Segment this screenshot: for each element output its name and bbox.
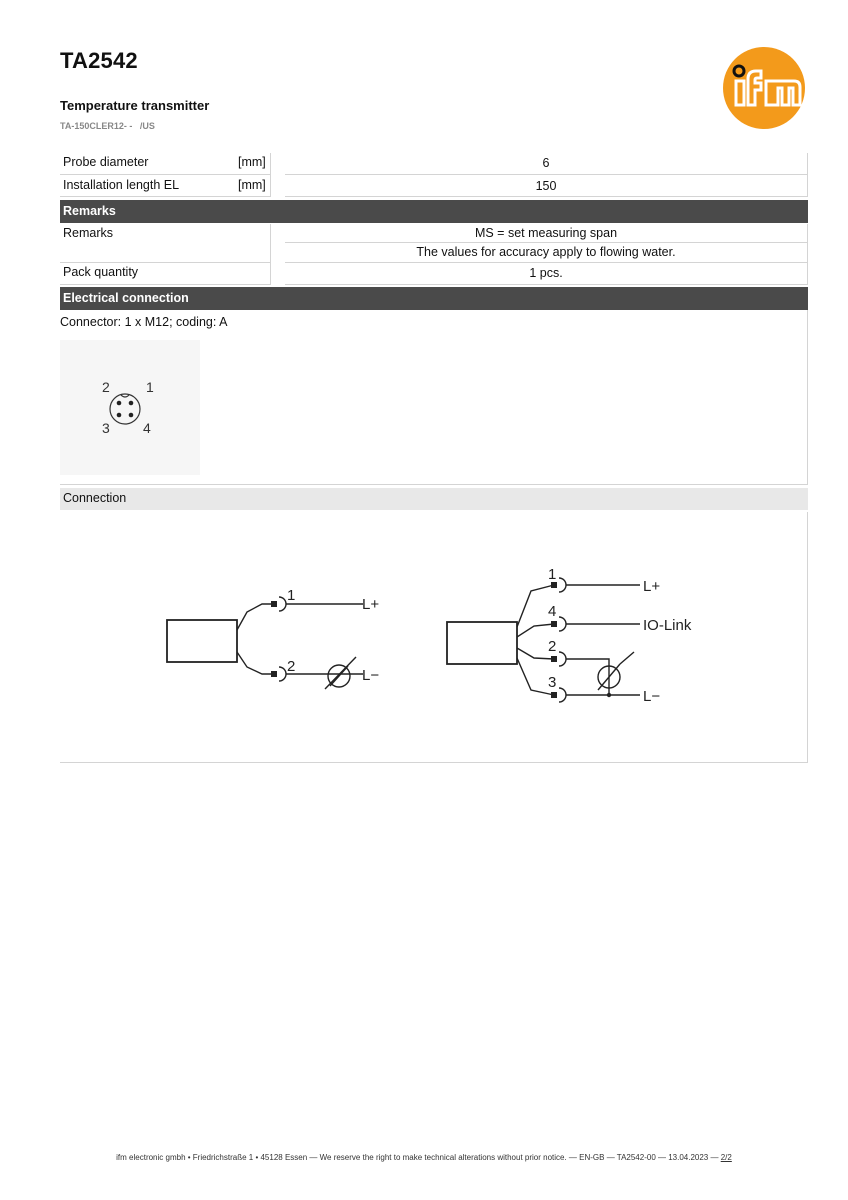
article-number: TA-150CLER12- - /US (60, 121, 155, 131)
connection-subheader: Connection (60, 488, 808, 510)
remarks-label: Remarks (63, 226, 114, 240)
pin-label: 2 (102, 379, 110, 395)
terminal-label: L+ (643, 578, 661, 595)
section-electrical: Electrical connection (60, 287, 808, 310)
footer-text: ifm electronic gmbh • Friedrichstraße 1 • 45128 Essen — We reserve the right to make technical alterations without prior notice. — EN-GB — TA2542-00 — 13.04.2023 — (116, 1153, 721, 1162)
connector-text: Connector: 1 x M12; coding: A (60, 315, 228, 329)
ifm-logo (723, 47, 805, 129)
pack-quantity-value: 1 pcs. (529, 266, 563, 280)
row-divider (60, 196, 270, 197)
pack-quantity-label: Pack quantity (63, 265, 139, 279)
spec-unit: [mm] (238, 178, 266, 192)
product-subtitle: Temperature transmitter (60, 98, 210, 113)
terminal-label: L− (362, 667, 380, 684)
row-divider (285, 174, 807, 175)
pin-number: 2 (287, 658, 296, 675)
remarks-value: The values for accuracy apply to flowing water. (416, 245, 676, 259)
row-divider (60, 284, 270, 285)
column-divider (807, 310, 808, 485)
row-divider (285, 196, 807, 197)
pin-number: 3 (548, 674, 557, 691)
terminal-label: IO-Link (643, 617, 692, 634)
product-title: TA2542 (60, 48, 138, 73)
pin-number: 4 (548, 603, 557, 620)
spec-value: 6 (542, 156, 550, 170)
column-divider (807, 512, 808, 762)
pin-label: 4 (143, 420, 151, 436)
section-divider (60, 762, 808, 763)
column-divider (270, 224, 271, 285)
section-remarks: Remarks (60, 200, 808, 223)
connector-pinout (60, 340, 200, 475)
pin-number: 2 (548, 638, 557, 655)
pin-number: 1 (287, 587, 296, 604)
pin-label: 1 (146, 379, 154, 395)
page-footer (0, 1153, 848, 1162)
column-divider (270, 153, 271, 197)
spec-value: 150 (535, 179, 557, 193)
row-divider (285, 262, 807, 263)
section-divider (60, 484, 808, 485)
row-divider (60, 174, 270, 175)
terminal-label: L− (643, 688, 661, 705)
column-divider (807, 224, 808, 285)
row-divider (285, 242, 807, 243)
terminal-label: L+ (362, 596, 380, 613)
spec-unit: [mm] (238, 155, 266, 169)
pin-number: 1 (548, 566, 557, 583)
row-divider (285, 284, 807, 285)
spec-label: Installation length EL (63, 178, 180, 192)
column-divider (807, 153, 808, 197)
row-divider (60, 262, 270, 263)
wiring-diagram (150, 560, 710, 710)
spec-label: Probe diameter (63, 155, 149, 169)
page-number: 2/2 (720, 1153, 732, 1162)
pin-label: 3 (102, 420, 110, 436)
remarks-value: MS = set measuring span (474, 226, 618, 240)
